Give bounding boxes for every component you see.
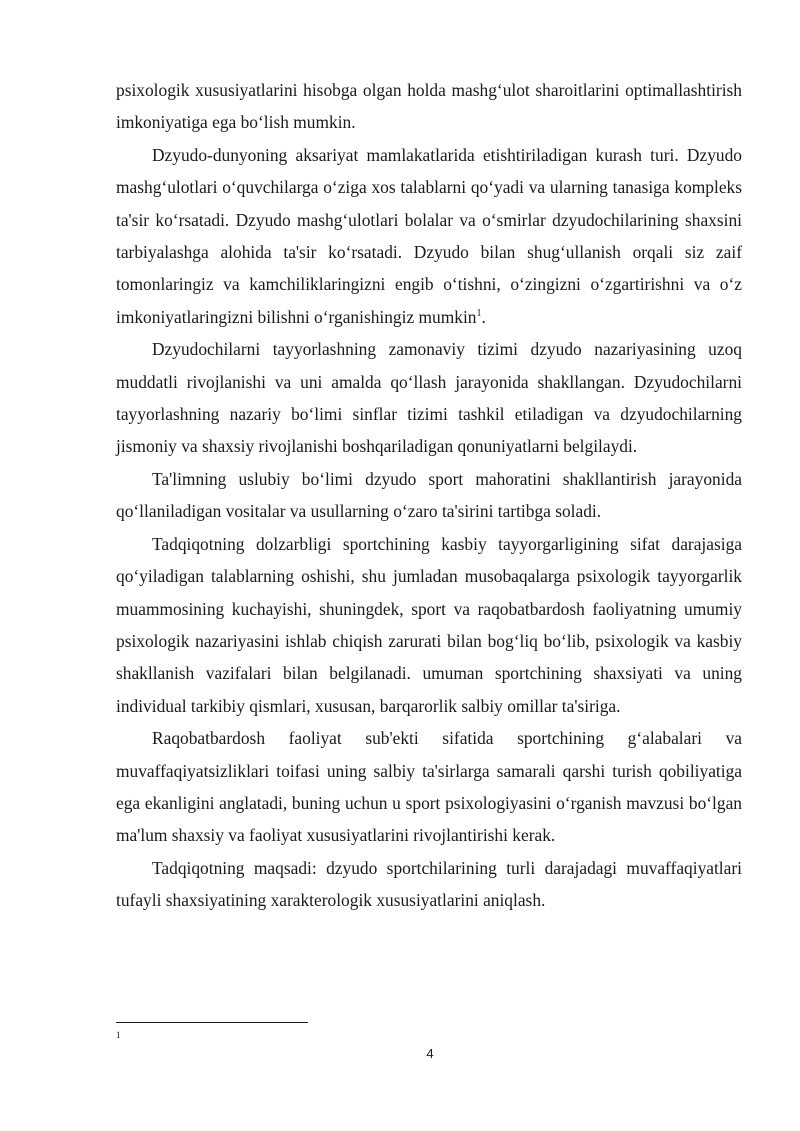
footnote-separator <box>116 1022 308 1023</box>
paragraph-continued: psixologik xususiyatlarini hisobga olgan holda mashg‘ulot sharoitlarini optimallashtirish imkoniyatiga ega bo‘lish mumkin. <box>116 80 742 133</box>
paragraph-methodology: Ta'limning uslubiy bo‘limi dzyudo sport mahoratini shakllantirish jarayonida qo‘llaniladigan vositalar va usullarning o‘zaro ta'sirini tartibga soladi. <box>116 468 742 522</box>
paragraph-training-system: Dzyudochilarni tayyorlashning zamonaviy tizimi dzyudo nazariyasining uzoq muddatli rivojlanishi va uni amalda qo‘llash jarayonida shakllangan. Dzyudochilarni tayyorlashning nazariy bo‘limi sinflar tizimi tashkil etiladigan va dzyudochilarning jismoniy va shaxsiy rivojlanishi boshqariladigan qonuniyatlarni belgilaydi. <box>116 339 742 457</box>
paragraph-text: Dzyudo-dunyoning aksariyat mamlakatlarida etishtiriladigan kurash turi. Dzyudo mashg‘ulotlari o‘quvchilarga o‘ziga xos talablarni qo‘yadi va ularning tanasiga kompleks ta'sir ko‘rsatadi. Dzyudo mashg‘ulotlari bolalar va o‘smirlar dzyudochilarining shaxsini tarbiyalashga alohida ta'sir ko‘rsatadi. Dzyudo bilan shug‘ullanish orqali siz zaif tomonlaringiz va kamchiliklaringizni engib o‘tishni, o‘zingizni o‘zgartirishni va o‘z imkoniyatlaringizni bilishni o‘rganishingiz mumkin <box>116 144 742 327</box>
paragraph-end-punct: . <box>481 306 486 327</box>
paragraph-competitive-activity: Raqobatbardosh faoliyat sub'ekti sifatida sportchining g‘alabalari va muvaffaqiyatsizliklari toifasi uning salbiy ta'sirlarga samarali qarshi turish qobiliyatiga ega ekanligini anglatadi, buning uchun u sport psixologiyasini o‘rganish mavzusi bo‘lgan ma'lum shaxsiy va faoliyat xususiyatlarini rivojlantirishi kerak. <box>116 728 742 846</box>
page-number: 4 <box>426 1046 434 1061</box>
footnote-reference[interactable]: 1 <box>476 307 482 319</box>
footnote-number: 1 <box>116 1030 121 1040</box>
paragraph-research-goal: Tadqiqotning maqsadi: dzyudo sportchilarining turli darajadagi muvaffaqiyatlari tufayli shaxsiyatining xarakterologik xususiyatlarini aniqlash. <box>116 857 742 911</box>
paragraph-relevance: Tadqiqotning dolzarbligi sportchining kasbiy tayyorgarligining sifat darajasiga qo‘yiladigan talablarning oshishi, shu jumladan musobaqalarga psixologik tayyorgarlik muammosining kuchayishi, shuningdek, sport va raqobatbardosh faoliyatning umumiy psixologik nazariyasini ishlab chiqish zarurati bilan bog‘liq bo‘lib, psixologik va kasbiy shakllanish vazifalari bilan belgilanadi. umuman sportchining shaxsiyati va uning individual tarkibiy qismlari, xususan, barqarorlik salbiy omillar ta'siriga. <box>116 533 742 716</box>
document-body <box>116 74 742 917</box>
paragraph-dzyudo-intro <box>116 139 742 333</box>
